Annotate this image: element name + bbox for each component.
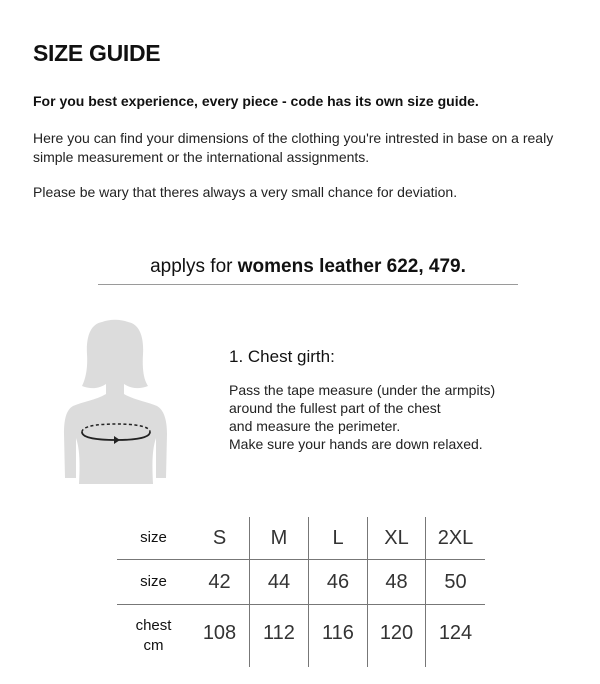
applies-prefix: applys for bbox=[150, 256, 238, 277]
table-cell: XL bbox=[368, 517, 426, 560]
row-label-unit: cm bbox=[143, 637, 164, 654]
lead-text: For you best experience, every piece - code has its own size guide. bbox=[33, 93, 479, 109]
applies-products: womens leather 622, 479. bbox=[237, 256, 466, 277]
instruction-line: Pass the tape measure (under the armpits) bbox=[229, 382, 496, 398]
divider bbox=[98, 284, 518, 285]
instruction-line: Make sure your hands are down relaxed. bbox=[229, 436, 483, 452]
deviation-note: Please be wary that theres always a very small chance for deviation. bbox=[33, 184, 458, 200]
page-title: SIZE GUIDE bbox=[33, 40, 161, 66]
intro-paragraph: Here you can find your dimensions of the clothing you're intrested in base on a realy simple measurement or the international assignments. bbox=[33, 130, 554, 165]
table-cell: 50 bbox=[426, 560, 486, 605]
silhouette-figure bbox=[64, 320, 167, 484]
table-row bbox=[117, 605, 485, 668]
table-cell: L bbox=[309, 517, 368, 560]
table-cell: 46 bbox=[309, 560, 368, 605]
table-cell: M bbox=[250, 517, 309, 560]
table-cell: 116 bbox=[309, 605, 368, 668]
instruction-line: and measure the perimeter. bbox=[229, 418, 401, 434]
chest-girth-instructions bbox=[229, 381, 569, 453]
table-cell: 44 bbox=[250, 560, 309, 605]
row-label bbox=[117, 605, 190, 668]
size-table bbox=[117, 517, 485, 667]
row-label-line: chest bbox=[135, 617, 172, 634]
torso-silhouette-illustration bbox=[60, 318, 170, 488]
row-label: size bbox=[117, 560, 190, 605]
table-row bbox=[117, 517, 485, 560]
table-cell: 2XL bbox=[426, 517, 486, 560]
row-label: size bbox=[117, 517, 190, 560]
table-cell: 120 bbox=[368, 605, 426, 668]
table-row bbox=[117, 560, 485, 605]
table-cell: 48 bbox=[368, 560, 426, 605]
chest-girth-title: 1. Chest girth: bbox=[229, 347, 335, 366]
table-cell: 112 bbox=[250, 605, 309, 668]
table-cell: 124 bbox=[438, 621, 473, 644]
applies-heading bbox=[98, 256, 518, 278]
table-cell: S bbox=[190, 517, 250, 560]
table-cell: 42 bbox=[190, 560, 250, 605]
instruction-line: around the fullest part of the chest bbox=[229, 400, 441, 416]
table-cell: 108 bbox=[190, 605, 250, 668]
